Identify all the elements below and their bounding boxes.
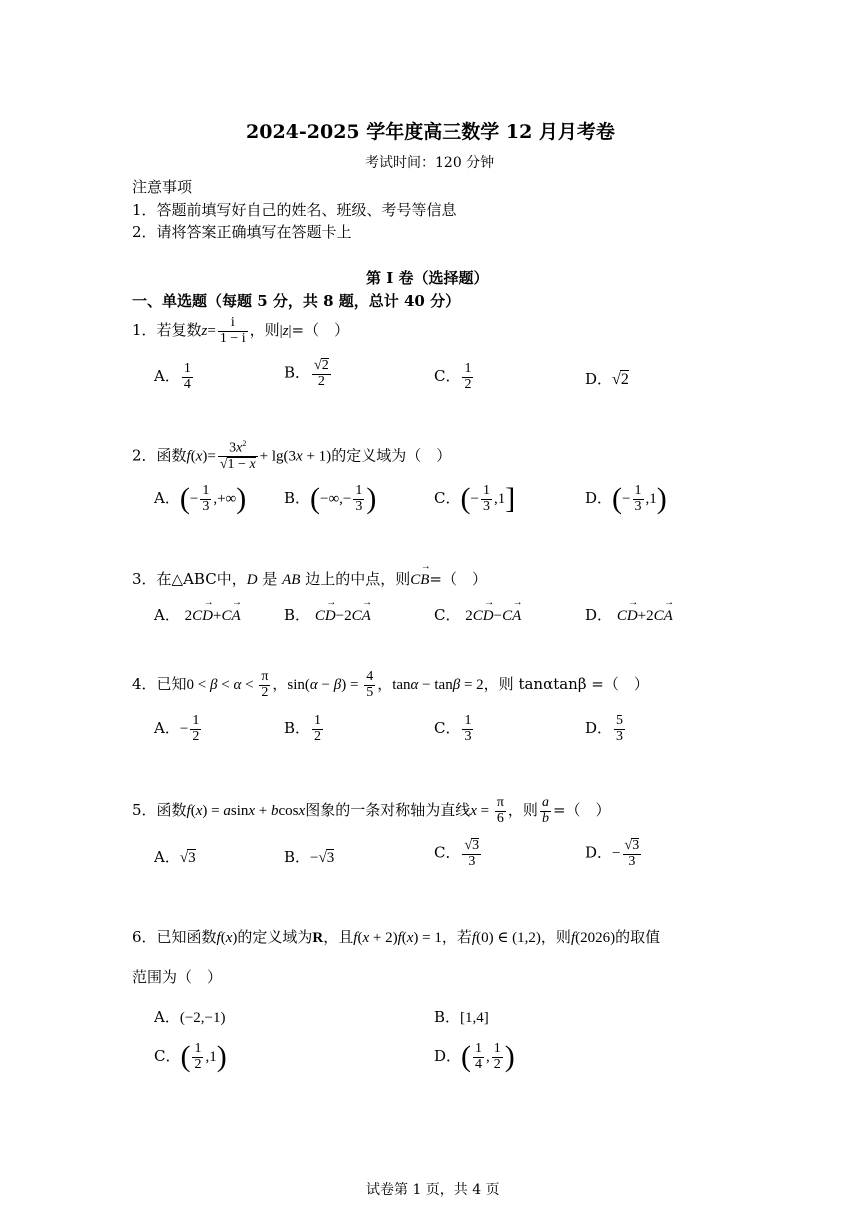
notice-item-1: 1．答题前填写好自己的姓名、班级、考号等信息 [132, 201, 457, 219]
page-title: 2024-2025 学年度高三数学 12 月月考卷 [246, 121, 615, 143]
question-4-option-d[interactable]: D． $\frac{5}{3}$ [585, 713, 624, 744]
notice-item-2: 2．请将答案正确填写在答题卡上 [132, 223, 352, 241]
question-6-option-a[interactable]: A．(−2,−1) [154, 1008, 226, 1026]
question-6-option-c[interactable]: C．( $\frac{1}{2}$ ,1) [154, 1040, 227, 1074]
part-title: 一、单选题（每题 5 分，共 8 题，总计 40 分） [132, 292, 461, 310]
question-1-option-d[interactable]: D．√2 [585, 370, 629, 388]
fraction: $\frac{i}{1 - i}$ [219, 315, 246, 346]
question-6-stem: 6．已知函数f(x)的定义域为R，且f(x + 2)f(x) = 1，若f(0) ∈ (1,2)，则f(2026)的取值 [132, 928, 661, 946]
question-3-stem: 3．在△ABC中，D 是 AB 边上的中点，则CB →=（ ） [132, 568, 487, 589]
question-1-option-a[interactable]: A． $\frac{1}{4}$ [154, 361, 191, 392]
question-2-stem: 2．函数f(x)= $\frac{3x^2}{√1 - x}$ + lg(3x + 1)的定义域为（ ） [132, 439, 452, 473]
question-1-option-c[interactable]: C． $\frac{1}{2}$ [434, 361, 472, 392]
exam-time: 考试时间：120 分钟 [365, 155, 495, 171]
volume-title: 第 I 卷（选择题） [366, 269, 489, 287]
question-3-option-b[interactable]: B． CD →−2CA → [284, 604, 371, 625]
question-3-option-a[interactable]: A． 2CD →+CA → [154, 604, 241, 625]
question-5-option-a[interactable]: A．√3 [154, 848, 196, 866]
question-2-option-d[interactable]: D．(− $\frac{1}{3}$ ,1) [585, 482, 667, 516]
question-6-option-d[interactable]: D．( $\frac{1}{4}$ , $\frac{1}{2}$ ) [434, 1040, 515, 1074]
page-footer: 试卷第 1 页，共 4 页 [366, 1182, 500, 1198]
question-4-option-a[interactable]: A．− $\frac{1}{2}$ [154, 713, 200, 744]
question-5-stem: 5．函数f(x) = asinx + bcosx图象的一条对称轴为直线x = $\frac{\pi}{6}$ ，则 $\frac{a}{b}$ =（ ） [132, 795, 611, 826]
question-4-stem: 4．已知0 < β < α < $\frac{\pi}{2}$ ，sin(α − β) = $\frac{4}{5}$ ，tanα − tanβ = 2，则 tanαtanβ =（ ） [132, 669, 649, 700]
question-4-option-c[interactable]: C． $\frac{1}{3}$ [434, 713, 472, 744]
question-3-option-d[interactable]: D． CD →+2CA → [585, 604, 673, 625]
question-5-option-c[interactable]: C． $\frac{√3}{3}$ [434, 838, 480, 869]
question-1-option-b[interactable]: B． $\frac{√2}{2}$ [284, 358, 329, 389]
question-5-option-b[interactable]: B．−√3 [284, 848, 335, 866]
question-3-option-c[interactable]: C． 2CD →−CA → [434, 604, 521, 625]
question-6-stem-line2: 范围为（ ） [132, 968, 223, 986]
notice-heading: 注意事项 [132, 178, 193, 196]
question-1-stem: 1．若复数z= $\frac{i}{1 - i}$ ，则|z|=（ ） [132, 315, 350, 346]
question-4-option-b[interactable]: B． $\frac{1}{2}$ [284, 713, 322, 744]
question-5-option-d[interactable]: D．− $\frac{√3}{3}$ [585, 838, 640, 869]
question-2-option-c[interactable]: C．(− $\frac{1}{3}$ ,1] [434, 482, 516, 516]
question-6-option-b[interactable]: B．[1,4] [434, 1008, 489, 1026]
question-2-option-a[interactable]: A．(− $\frac{1}{3}$ ,+∞) [154, 482, 247, 516]
question-2-option-b[interactable]: B．(−∞,− $\frac{1}{3}$ ) [284, 482, 377, 516]
